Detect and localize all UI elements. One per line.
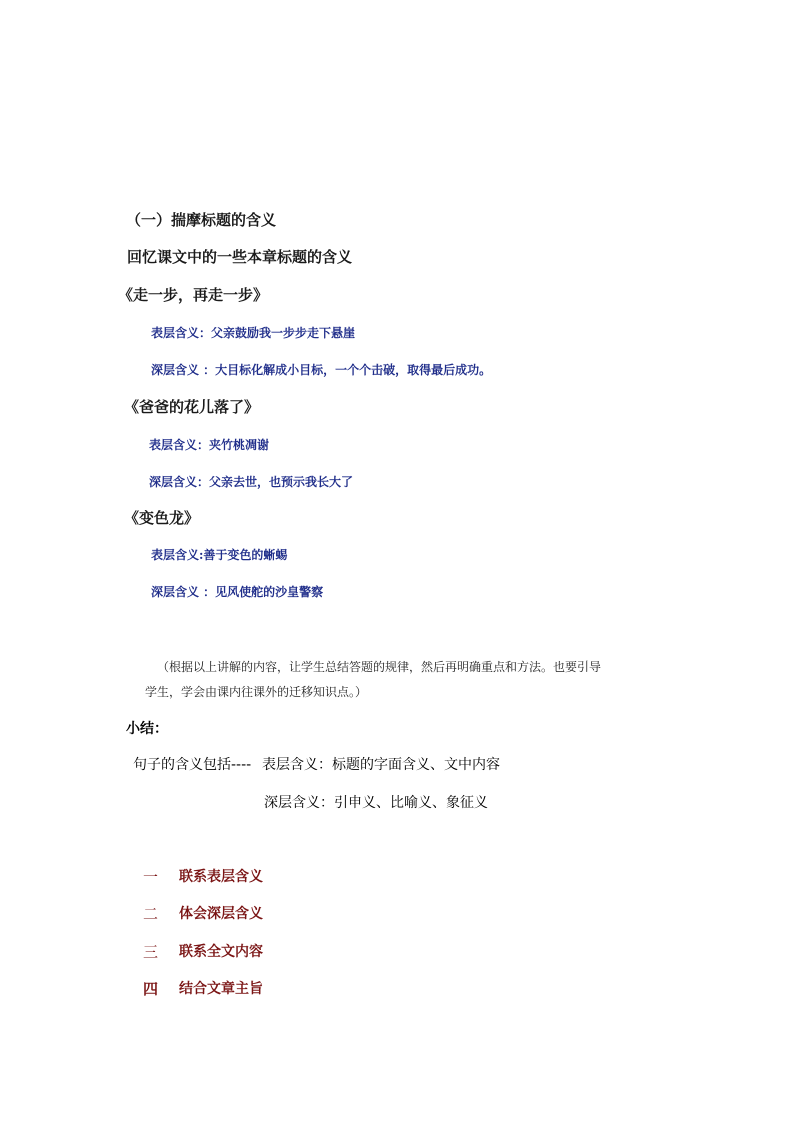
intro-text: 回忆课文中的一些本章标题的含义	[127, 248, 353, 266]
title-1-deep-meaning: 深层含义 ：大目标化解成小目标，一个个击破，取得最后成功。	[151, 363, 492, 377]
summary-prefix: 句子的含义包括----	[133, 757, 252, 773]
step-1-label: 联系表层含义	[179, 869, 263, 885]
step-2-number: 二	[143, 905, 159, 923]
step-3-number: 三	[143, 943, 159, 961]
step-4-number: 四	[143, 980, 159, 998]
teacher-note-line-1: （根据以上讲解的内容，让学生总结答题的规律，然后再明确重点和方法。也要引导	[157, 660, 602, 674]
title-2-surface-meaning: 表层含义：夹竹桃凋谢	[149, 438, 270, 452]
title-1-surface-meaning: 表层含义：父亲鼓励我一步步走下悬崖	[151, 326, 356, 340]
title-2-deep-meaning: 深层含义：父亲去世，也预示我长大了	[149, 475, 354, 489]
title-2: 《爸爸的花儿落了》	[124, 398, 260, 416]
title-1: 《走一步，再走一步》	[118, 286, 269, 304]
title-3-deep-meaning: 深层含义 ：见风使舵的沙皇警察	[151, 585, 324, 599]
summary-label: 小结：	[126, 721, 168, 737]
teacher-note-line-2: 学生，学会由课内往课外的迁移知识点。）	[145, 685, 368, 699]
section-heading: （一）揣摩标题的含义	[126, 211, 277, 229]
step-1-number: 一	[143, 868, 159, 886]
summary-surface-meaning: 表层含义：标题的字面含义、文中内容	[262, 757, 500, 773]
step-3-label: 联系全文内容	[179, 944, 263, 960]
step-2-label: 体会深层含义	[179, 906, 263, 922]
title-3: 《变色龙》	[124, 509, 200, 527]
title-3-surface-meaning: 表层含义:善于变色的蜥蜴	[151, 548, 288, 562]
summary-deep-meaning: 深层含义：引申义、比喻义、象征义	[264, 795, 488, 811]
step-4-label: 结合文章主旨	[179, 981, 263, 997]
